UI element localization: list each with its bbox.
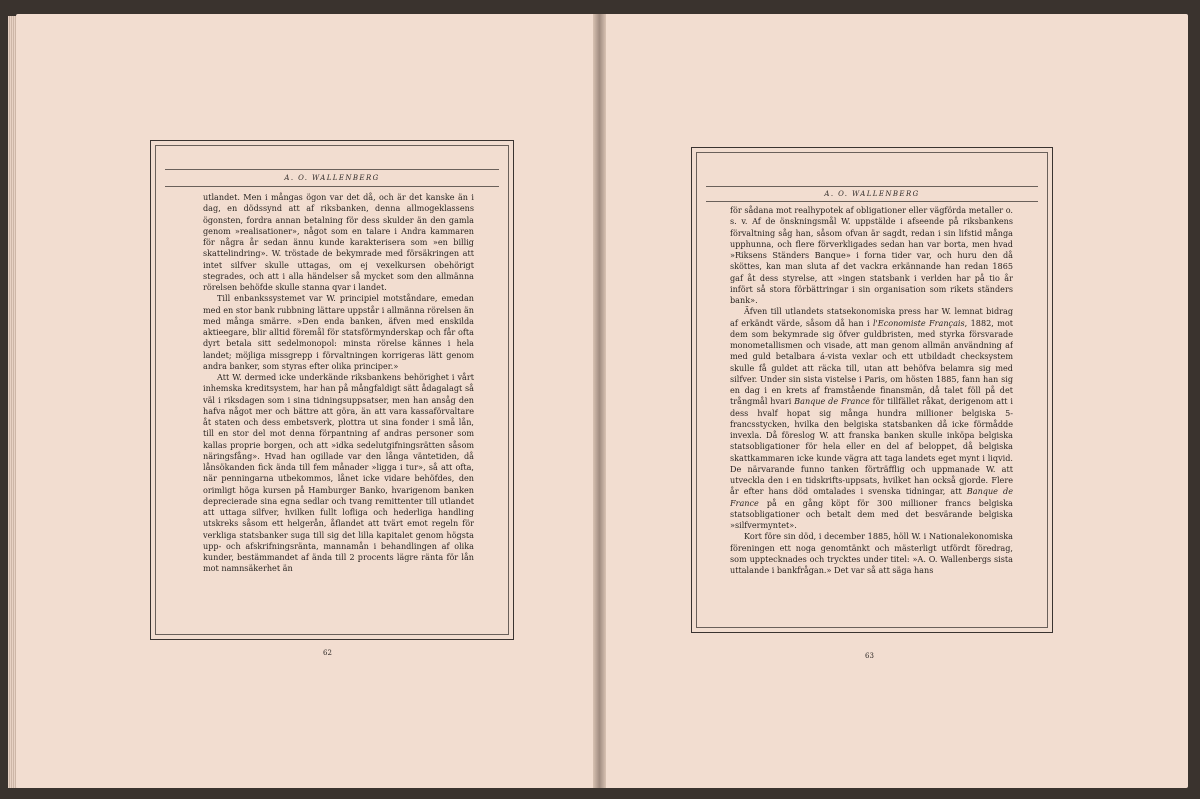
right-page xyxy=(606,14,1188,788)
running-head-left: A. O. WALLENBERG xyxy=(284,174,380,182)
paragraph: för sådana mot realhypotek af obligationer eller vägförda metaller o. s. v. Af de önskningsmål W. uppstälde i afseende på riksbankens förvaltning såg han, såsom ofvan är sagdt, redan i sin lifstid många upphunna, och flere förverkligades sedan han var borta, men hvad »Riksens Ständers Banque» i forna tider var, och huru den då sköttes, kan man sluta af det vackra erkännande han redan 1865 gaf åt dess styrelse, att »ingen statsbank i verlden har på tio år infört så stora förbättringar i sin organisation som rikets ständers bank». xyxy=(730,205,1013,305)
header-rule-bottom xyxy=(165,186,499,187)
header-rule-top xyxy=(706,186,1038,187)
left-page xyxy=(16,14,593,788)
book-gutter xyxy=(593,14,606,788)
paragraph: utlandet. Men i mångas ögon var det då, och är det kanske än i dag, en dödssynd att af riksbanken, denna allmogeklassens ögonsten, fordra annan betalning för dess skulder än den gamla genom »realisationer», något som en talare i Andra kammaren för några år sedan ännu kunde karakterisera som »en billig skattelindring». W. tröstade de bekymrade med försäkringen att intet silfver skulle uttagas, om ej vexelkursen obehörigt stegrades, och att i alla händelser så mycket som den allmänna rörelsen behöfde skulle stanna qvar i landet. xyxy=(203,192,474,292)
paragraph: Att W. dermed icke underkände riksbankens behörighet i vårt inhemska kreditsystem, har han på mångfaldigt sätt ådagalagt så väl i riksdagen som i sina tidningsuppsatser, men han ansåg den hafva något mer och bättre att göra, än att vara kassaförvaltare åt staten och dess embetsverk, plottra ut sina fonder i små lån, till en stor del mot denna förpantning af andras personer som kallas proprie borgen, och att »idka sedelutgifningsrätten såsom näringsfång». Hvad han ogillade var den långa väntetiden, då lånsökanden fick ända till fem månader »ligga i tur», så att ofta, när penningarna utbekommos, lånet icke vidare behöfdes, den orimligt höga kursen på Hamburger Banko, hvarigenom banken deprecierade sina egna sedlar och tvang remittenter till utlandet att uttaga silfver, hvilken fullt lofliga och hederliga handling utskreks såsom ett helgerån, åflandet att tvärt emot regeln för verkliga statsbanker suga till sig det lilla kapitalet genom högsta upp- och afskrifningsränta, mannamån i behandlingen af olika kunder, bestämmandet af ända till 2 procents lägre ränta för lån mot namnsäkerhet än xyxy=(203,372,474,574)
header-rule-top xyxy=(165,169,499,170)
header-rule-bottom xyxy=(706,201,1038,202)
text-frame-right xyxy=(691,147,1053,633)
paragraph: Till enbankssystemet var W. principiel motståndare, emedan med en stor bank rubbning lättare uppstår i allmänna rörelsen än med många smärre. »Den enda banken, äfven med enskilda aktieegare, blir alltid föremål för statsförmynderskap och får ofta dyrt betala sitt sedelmonopol: minsta rörelse kännes i hela landet; möjliga missgrepp i förvaltningen korrigeras lätt genom andra banker, som styras efter olika principer.» xyxy=(203,293,474,371)
page-number-left: 62 xyxy=(323,649,332,657)
body-text-left xyxy=(203,192,474,612)
running-head-right: A. O. WALLENBERG xyxy=(824,190,920,198)
paragraph: Äfven till utlandets statsekonomiska press har W. lemnat bidrag af erkändt värde, såsom då han i l'Economiste Français, 1882, mot dem som bekymrade sig öfver guldbristen, med styrka försvarade monometallismen och visade, att man genom allmän användning af med guld betalbara á-vista vexlar och ett utbildadt checksystem skulle få guldet att räcka till, utan att behöfva belamra sig med silfver. Under sin sista vistelse i Paris, om hösten 1885, fann han sig en dag i en krets af framstående finansmän, då talet föll på det trångmål hvari Banque de France för tillfället råkat, derigenom att i dess hvalf hopat sig många hundra millioner belgiska 5-francsstycken, hvilka den belgiska statsbanken då icke förmådde invexla. Då föreslog W. att franska banken skulle inköpa belgiska statsobligationer för hela eller en del af beloppet, då belgiska skattkammaren icke kunde vägra att taga landets eget mynt i liqvid. De närvarande funno tanken förträfflig och uppmanade W. att utveckla den i en tidskrifts-uppsats, hvilket han också gjorde. Flere år efter hans död omtalades i svenska tidningar, att Banque de France på en gång köpt för 300 millioner francs belgiska statsobligationer och betalt dem med det besvärande belgiska »silfvermyntet». xyxy=(730,306,1013,530)
body-text-right xyxy=(730,205,1013,621)
page-number-right: 63 xyxy=(865,652,874,660)
text-frame-left xyxy=(150,140,514,640)
paragraph: Kort före sin död, i december 1885, höll W. i Nationalekonomiska föreningen ett noga genomtänkt och mästerligt utfördt föredrag, som upptecknades och trycktes under titel: »A. O. Wallenbergs sista uttalande i bankfrågan.» Det var så att säga hans xyxy=(730,531,1013,575)
